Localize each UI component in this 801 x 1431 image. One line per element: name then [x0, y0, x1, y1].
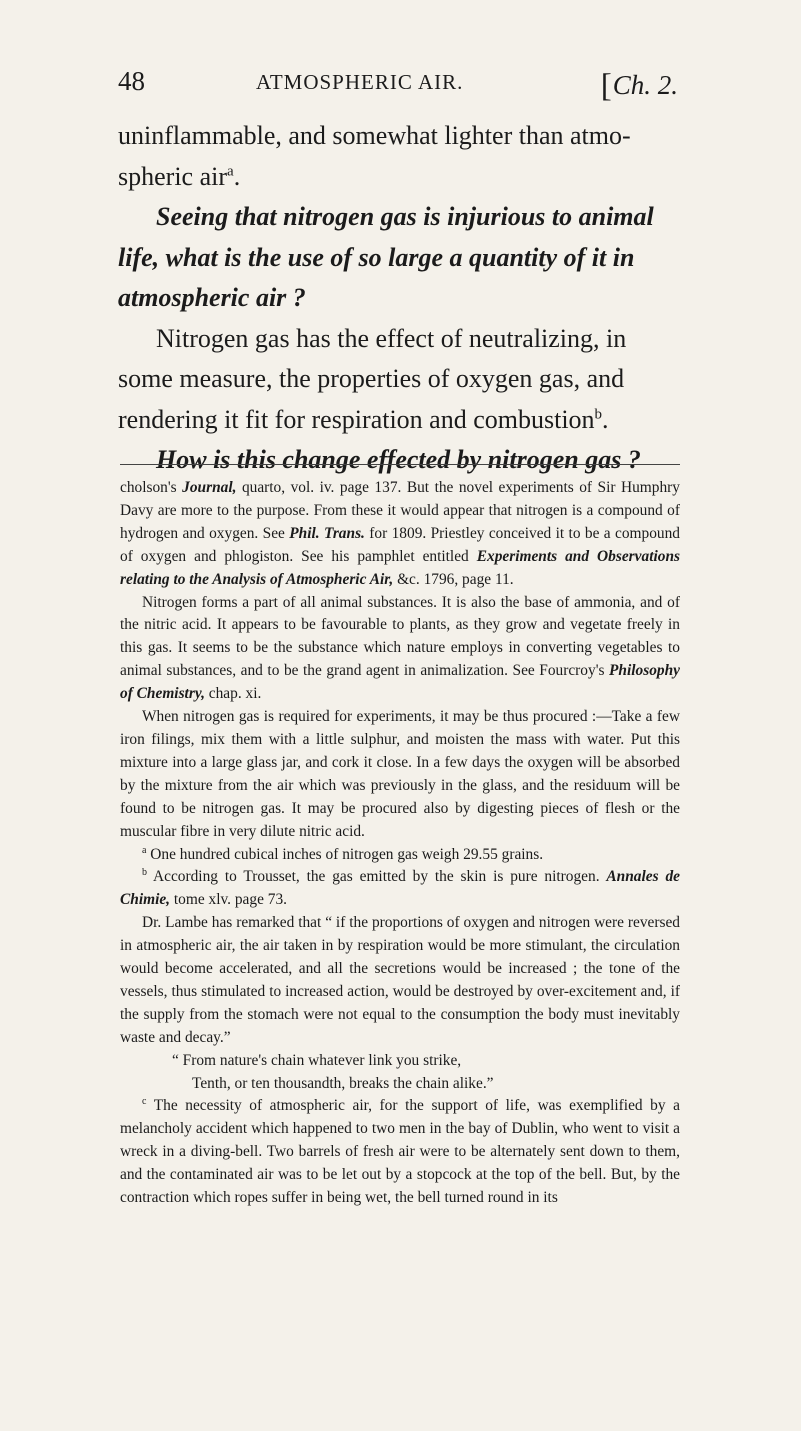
paragraph-continuation	[118, 116, 680, 197]
footnote-marker: a	[142, 844, 147, 856]
verse-line: “ From nature's chain whatever link you strike,	[172, 1051, 462, 1069]
footnote-c	[120, 1095, 680, 1210]
footnote-divider	[120, 464, 680, 465]
verse-line: Tenth, or ten thousandth, breaks the chain alike.”	[192, 1074, 494, 1092]
note-italic: Annales de Chimie,	[120, 868, 680, 909]
footnote-marker: c	[142, 1096, 147, 1108]
question-2: How is this change effected by nitrogen gas ?	[156, 445, 641, 474]
note-text: The necessity of atmospheric air, for the support of life, was exemplified by a melancholy accident which happened to two men in the bay of Dublin, who went to visit a wreck in a diving-bell. Two barrels of fresh air were to be alternately sent down to them, and the contaminated air was to be let out by a stopcock at the top of the bell. But, by the contraction which ropes suffer in being wet, the bell turned round in its	[120, 1097, 680, 1207]
page-header	[118, 66, 678, 106]
note-text: quarto, vol. iv. page 137. But the novel experiments of Sir Humphry Davy are more to the purpose. From these it would appear that nitrogen is a compound of hydrogen and oxygen. See	[120, 479, 680, 542]
chapter-label: Ch. 2.	[612, 70, 678, 100]
chapter-reference	[601, 66, 678, 103]
footnote-paragraph	[120, 592, 680, 707]
answer-1	[118, 319, 680, 441]
footnotes	[120, 477, 680, 1210]
note-text: for 1809. Priestley conceived it to be a compound of oxygen and phlogiston. See his pamphlet entitled	[120, 524, 680, 565]
main-line: uninflammable, and somewhat lighter than atmo-	[118, 121, 631, 150]
footnote-a	[120, 844, 680, 867]
main-text	[118, 116, 680, 481]
note-text: cholson's	[120, 479, 183, 496]
running-title: ATMOSPHERIC AIR.	[256, 70, 464, 94]
footnote-continuation	[120, 477, 680, 592]
answer-text: Nitrogen gas has the effect of neutralizing, in some measure, the properties of oxygen gas, and rendering it fit for respiration and combustion	[118, 323, 627, 434]
note-text: tome xlv. page 73.	[170, 891, 288, 909]
note-text: According to Trousset, the gas emitted by the skin is pure nitrogen.	[147, 868, 607, 886]
footnote-paragraph: When nitrogen gas is required for experiments, it may be thus procured :—Take a few iron filings, mix them with a little sulphur, and moisten the mass with water. Put this mixture into a large glass jar, and cork it close. In a few days the oxygen will be absorbed by the mixture from the air which was previously in the glass, and the residuum will be found to be nitrogen gas. It may be procured also by digesting pieces of flesh or the muscular fibre in very dilute nitric acid.	[120, 708, 680, 840]
footnote-paragraph: Dr. Lambe has remarked that “ if the proportions of oxygen and nitrogen were reversed in atmospheric air, the air taken in by respiration would be more stimulant, the circulation would become accelerated, and all the secretions would be increased ; the tone of the vessels, thus stimulated to increased action, would be destroyed by over-excitement and, if the supply from the stomach were not equal to the consumption the body must inevitably waste and decay.”	[120, 914, 680, 1046]
note-italic: Experiments and Observations relating to the Analysis of Atmospheric Air,	[120, 547, 680, 588]
footnote-marker: b	[594, 405, 603, 422]
page-number: 48	[118, 66, 145, 96]
question-1: Seeing that nitrogen gas is injurious to animal life, what is the use of so large a quantity of it in atmospheric air ?	[118, 202, 654, 312]
note-text: One hundred cubical inches of nitrogen gas weigh 29.55 grains.	[146, 845, 544, 863]
note-italic: Philosophy of Chemistry,	[120, 662, 680, 703]
main-punct: .	[233, 161, 241, 191]
footnote-marker: b	[142, 867, 147, 879]
main-line: spheric air	[118, 161, 228, 191]
footnote-b	[120, 866, 680, 912]
note-italic: Phil. Trans.	[289, 524, 365, 542]
answer-punct: .	[602, 404, 609, 434]
note-text: chap. xi.	[204, 685, 262, 703]
chapter-bracket: [	[600, 68, 612, 104]
note-text: &c. 1796, page 11.	[393, 570, 514, 588]
footnote-marker: a	[227, 162, 234, 179]
note-italic: Journal,	[182, 479, 237, 496]
note-text: Nitrogen forms a part of all animal substances. It is also the base of ammonia, and of the nitric acid. It appears to be favourable to plants, as they grow and vegetate freely in this gas. It seems to be the substance which nature employs in converting vegetables to animal substances, and to be the grand agent in animalization. See Fourcroy's	[120, 593, 680, 680]
